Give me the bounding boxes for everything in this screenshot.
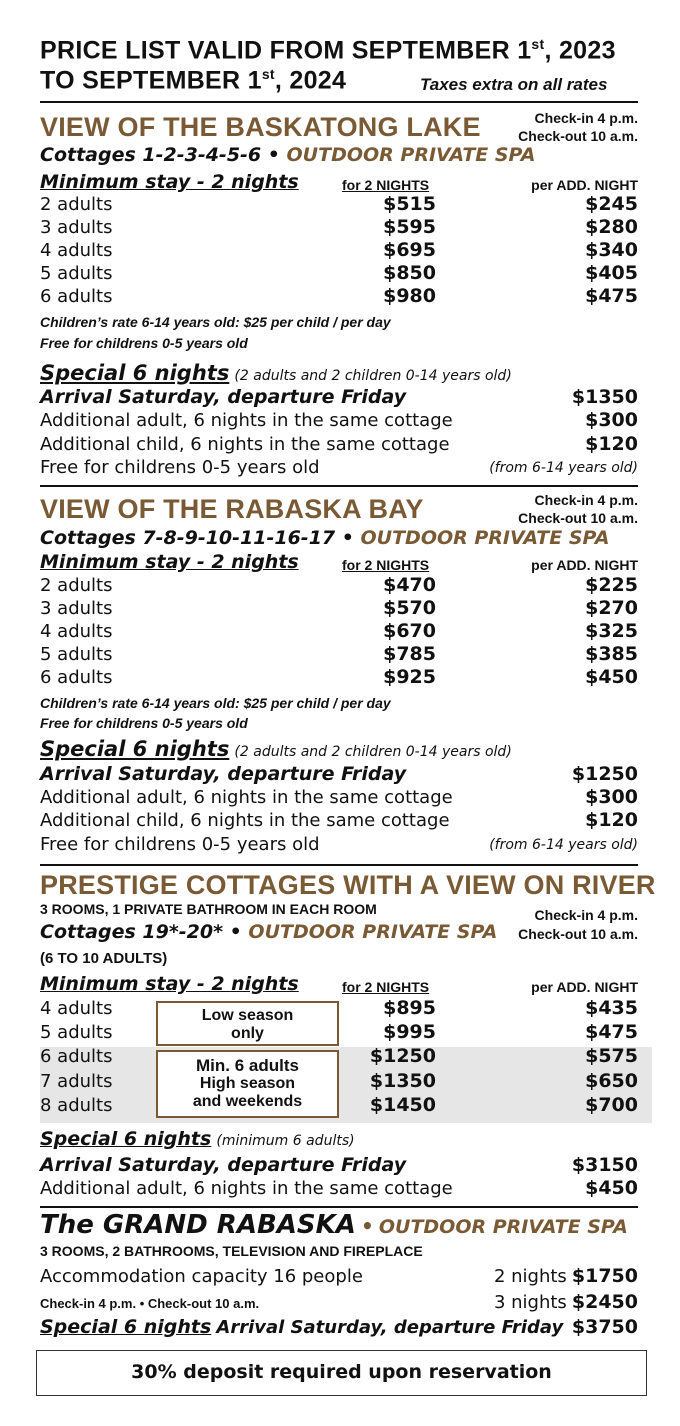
rate-add-night: $575 (585, 1045, 638, 1067)
arrival-line: Arrival Saturday, departure Friday (40, 386, 407, 408)
rate-2-nights: $980 (383, 285, 436, 307)
title-line-2: TO SEPTEMBER 1st, 2024 (40, 66, 347, 95)
divider (40, 864, 638, 866)
low-season-label: Low season (201, 1007, 294, 1024)
arrival-price: $1350 (571, 386, 638, 408)
baskatong-title: VIEW OF THE BASKATONG LAKE (40, 112, 481, 142)
arrival-price: $3150 (571, 1154, 638, 1176)
rate-add-night: $270 (585, 597, 638, 619)
additional-child-price: $120 (585, 809, 638, 831)
rate-add-night: $245 (585, 193, 638, 215)
special-6-nights: Special 6 nights (minimum 6 adults) (40, 1128, 355, 1150)
rate-add-night: $405 (585, 262, 638, 284)
additional-child-price: $120 (585, 433, 638, 455)
children-rate: Children’s rate 6-14 years old: $25 per child / per day (40, 314, 391, 330)
additional-adult-price: $300 (585, 409, 638, 431)
divider (40, 1206, 638, 1208)
from-note: (from 6-14 years old) (489, 460, 638, 476)
from-note: (from 6-14 years old) (489, 837, 638, 853)
rate-label: 2 adults (40, 194, 113, 215)
arrival-line: Arrival Saturday, departure Friday (40, 1154, 407, 1176)
free-children: Free for childrens 0-5 years old (40, 335, 248, 351)
rate-2-nights: $570 (383, 597, 436, 619)
grand-title-line: The GRAND RABASKA • OUTDOOR PRIVATE SPA (40, 1210, 628, 1240)
rabaska-title: VIEW OF THE RABASKA BAY (40, 494, 424, 524)
prestige-min-stay: Minimum stay - 2 nights (40, 973, 299, 995)
high-season-label: High season (199, 1075, 296, 1092)
rate-2-nights: $515 (383, 193, 436, 215)
free-line: Free for childrens 0-5 years old (40, 834, 320, 855)
rate-label: 6 adults (40, 667, 113, 688)
prestige-cottages: Cottages 19*-20* • OUTDOOR PRIVATE SPA (40, 921, 498, 943)
col-add-night: per ADD. NIGHT (531, 557, 638, 573)
additional-child: Additional child, 6 nights in the same cottage (40, 434, 450, 455)
prestige-capacity: (6 TO 10 ADULTS) (40, 950, 168, 967)
taxes-note: Taxes extra on all rates (420, 75, 608, 94)
rabaska-checkout: Check-out 10 a.m. (518, 510, 638, 526)
grand-3-nights: 3 nights $2450 (493, 1291, 638, 1313)
rate-label: 6 adults (40, 286, 113, 307)
min-adults-label: Min. 6 adults (196, 1056, 299, 1075)
col-add-night: per ADD. NIGHT (531, 979, 638, 995)
additional-adult-price: $450 (585, 1177, 638, 1199)
grand-2-nights: 2 nights $1750 (493, 1265, 638, 1287)
divider (40, 101, 638, 103)
rate-label: 4 adults (40, 240, 113, 261)
baskatong-cottages: Cottages 1-2-3-4-5-6 • OUTDOOR PRIVATE SPA (40, 144, 536, 166)
rate-label: 5 adults (40, 1022, 113, 1043)
free-children: Free for childrens 0-5 years old (40, 715, 248, 731)
additional-adult: Additional adult, 6 nights in the same cottage (40, 787, 453, 808)
col-2-nights: for 2 NIGHTS (342, 557, 430, 573)
col-add-night: per ADD. NIGHT (531, 177, 638, 193)
rate-2-nights: $895 (383, 997, 436, 1019)
rate-2-nights: $1250 (369, 1045, 436, 1067)
rate-add-night: $475 (585, 1021, 638, 1043)
rate-label: 2 adults (40, 575, 113, 596)
rate-add-night: $435 (585, 997, 638, 1019)
col-2-nights: for 2 NIGHTS (342, 177, 430, 193)
children-rate: Children’s rate 6-14 years old: $25 per child / per day (40, 695, 391, 711)
high-season-box (156, 1050, 339, 1118)
baskatong-checkout: Check-out 10 a.m. (518, 128, 638, 144)
rate-add-night: $225 (585, 574, 638, 596)
rate-label: 7 adults (40, 1071, 113, 1092)
rate-2-nights: $470 (383, 574, 436, 596)
rate-2-nights: $595 (383, 216, 436, 238)
baskatong-min-stay: Minimum stay - 2 nights (40, 171, 299, 193)
prestige-checkout: Check-out 10 a.m. (518, 926, 638, 942)
grand-rooms: 3 ROOMS, 2 BATHROOMS, TELEVISION AND FIREPLACE (40, 1243, 423, 1259)
rate-2-nights: $785 (383, 643, 436, 665)
title-line-1: PRICE LIST VALID FROM SEPTEMBER 1st, 2023 (40, 36, 616, 65)
rate-2-nights: $925 (383, 666, 436, 688)
rate-2-nights: $695 (383, 239, 436, 261)
deposit-banner: 30% deposit required upon reservation (36, 1350, 647, 1396)
prestige-checkin: Check-in 4 p.m. (534, 907, 638, 923)
special-6-nights: Special 6 nights (2 adults and 2 children 0-14 years old) (40, 737, 512, 761)
rate-label: 3 adults (40, 598, 113, 619)
rabaska-checkin: Check-in 4 p.m. (534, 492, 638, 508)
prestige-rooms: 3 ROOMS, 1 PRIVATE BATHROOM IN EACH ROOM (40, 901, 377, 917)
rate-add-night: $385 (585, 643, 638, 665)
additional-adult-price: $300 (585, 786, 638, 808)
rate-add-night: $475 (585, 285, 638, 307)
rate-label: 3 adults (40, 217, 113, 238)
additional-adult: Additional adult, 6 nights in the same cottage (40, 1178, 453, 1199)
rate-add-night: $450 (585, 666, 638, 688)
baskatong-checkin: Check-in 4 p.m. (534, 110, 638, 126)
arrival-price: $1250 (571, 763, 638, 785)
free-line: Free for childrens 0-5 years old (40, 457, 320, 478)
rate-2-nights: $995 (383, 1021, 436, 1043)
rate-add-night: $700 (585, 1094, 638, 1116)
rate-add-night: $325 (585, 620, 638, 642)
divider (40, 485, 638, 487)
rate-label: 4 adults (40, 621, 113, 642)
arrival-line: Arrival Saturday, departure Friday (40, 763, 407, 785)
grand-special: Special 6 nights Arrival Saturday, departure Friday (40, 1316, 564, 1338)
rate-label: 8 adults (40, 1095, 113, 1116)
special-6-nights: Special 6 nights (2 adults and 2 children 0-14 years old) (40, 361, 512, 385)
rate-2-nights: $850 (383, 262, 436, 284)
additional-child: Additional child, 6 nights in the same cottage (40, 810, 450, 831)
rate-add-night: $650 (585, 1070, 638, 1092)
rate-label: 5 adults (40, 644, 113, 665)
low-season-box (156, 1001, 339, 1046)
grand-special-price: $3750 (571, 1316, 638, 1338)
col-2-nights: for 2 NIGHTS (342, 979, 430, 995)
rate-label: 5 adults (40, 263, 113, 284)
low-season-only: only (231, 1025, 264, 1042)
additional-adult: Additional adult, 6 nights in the same cottage (40, 410, 453, 431)
grand-capacity: Accommodation capacity 16 people (40, 1266, 363, 1287)
rate-2-nights: $670 (383, 620, 436, 642)
rate-2-nights: $1450 (369, 1094, 436, 1116)
prestige-title: PRESTIGE COTTAGES WITH A VIEW ON RIVER (40, 870, 656, 900)
rate-add-night: $340 (585, 239, 638, 261)
rate-label: 4 adults (40, 998, 113, 1019)
rabaska-cottages: Cottages 7-8-9-10-11-16-17 • OUTDOOR PRIVATE SPA (40, 527, 610, 549)
rabaska-min-stay: Minimum stay - 2 nights (40, 551, 299, 573)
rate-2-nights: $1350 (369, 1070, 436, 1092)
grand-checkinout: Check-in 4 p.m. • Check-out 10 a.m. (40, 1296, 260, 1311)
weekends-label: and weekends (192, 1093, 303, 1110)
rate-label: 6 adults (40, 1046, 113, 1067)
rate-add-night: $280 (585, 216, 638, 238)
